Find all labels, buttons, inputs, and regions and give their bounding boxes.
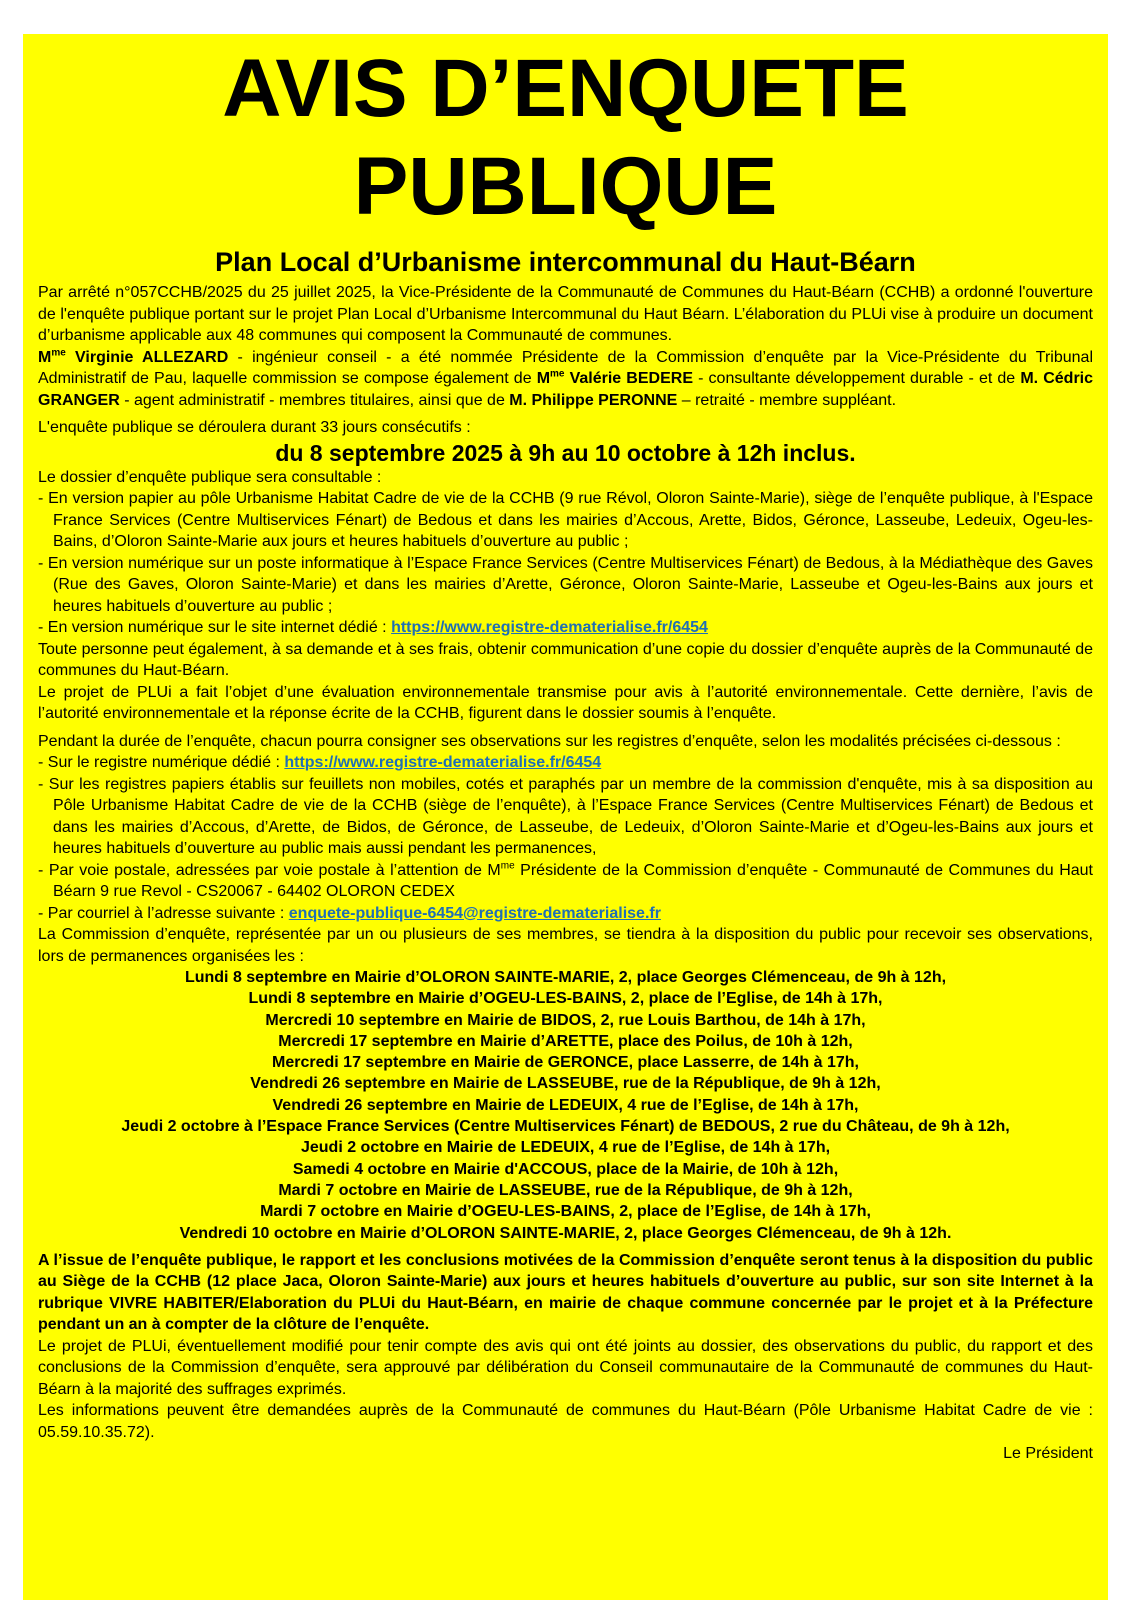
obs-item-web <box>38 752 1093 774</box>
consult-item-web <box>38 617 1093 639</box>
registry-link-2[interactable]: https://www.registre-dematerialise.fr/6454 <box>284 754 602 771</box>
commission-p4-name: M. Philippe PERONNE <box>509 391 678 409</box>
schedule-item: Vendredi 26 septembre en Mairie de LEDEUIX, 4 rue de l’Eglise, de 14h à 17h, <box>272 1096 859 1114</box>
schedule-item: Mardi 7 octobre en Mairie d’OGEU-LES-BAINS, 2, place de l’Eglise, de 14h à 17h, <box>260 1203 871 1221</box>
consult-web-label: - En version numérique sur le site internet dédié : <box>38 619 392 636</box>
commission-p2-name: Valérie BEDERE <box>564 370 693 387</box>
commission-p1-text: - ingénieur conseil - a été nommée Présidente de la Commission d’enquête par la Vice-Présidente du Tribunal Administratif de Pau, laquelle commission se compose également de <box>38 348 1093 387</box>
commission-paragraph <box>38 347 1093 412</box>
schedule-item: Mercredi 10 septembre en Mairie de BIDOS, 2, rue Louis Barthou, de 14h à 17h, <box>265 1011 866 1029</box>
schedule-item: Mercredi 17 septembre en Mairie de GERONCE, place Lasserre, de 14h à 17h, <box>272 1054 859 1072</box>
commission-p1-prefix: M <box>38 348 52 366</box>
intro-paragraph: Par arrêté n°057CCHB/2025 du 25 juillet 2025, la Vice-Présidente de la Communauté de Communes du Haut-Béarn (CCHB) a ordonné l'ouverture de l'enquête publique portant sur le projet Plan Local d’Urbanisme Intercommunal du Haut Béarn. L’élaboration du PLUi vise à produire un document d’urbanisme applicable aux 48 communes qui composent la Communauté de communes. <box>38 284 1093 344</box>
obs-item-paper: - Sur les registres papiers établis sur feuillets non mobiles, cotés et paraphés par un membre de la commission d'enquête, mis à sa disposition au Pôle Urbanisme Habitat Cadre de vie de la CCHB (siège de l’enquête), à l’Espace France Services (Centre Multiservices Fénart) de Bedous et dans les mairies d’Accous, d’Arette, de Bidos, de Géronce, de Lasseube, de Ledeuix, d’Oloron Sainte-Marie et d’Ogeu-les-Bains aux jours et heures habituels d’ouverture au public mais aussi pendant les permanences, <box>38 775 1093 857</box>
email-link[interactable]: enquete-publique-6454@registre-dematerialise.fr <box>288 904 661 922</box>
conclusion-paragraph: A l’issue de l’enquête publique, le rapport et les conclusions motivées de la Commission d’enquête seront tenus à la disposition du public au Siège de la CCHB (12 place Jaca, Oloron Sainte-Marie) aux jours et heures habituels d’ouverture au public, sur son site Internet à la rubrique VIVRE HABITER/Elaboration du PLUi du Haut-Béarn, en mairie de chaque commune concernée par le projet et à la Préfecture pendant un an à compter de la clôture de l’enquête. <box>38 1251 1093 1334</box>
obs-web-label: - Sur le registre numérique dédié : <box>38 754 285 771</box>
approval-paragraph: Le projet de PLUi, éventuellement modifié pour tenir compte des avis qui ont été joints au dossier, des observations du public, du rapport et des conclusions de la Commission d’enquête, sera approuvé par délibération du Conseil communautaire de la Communauté de communes du Haut-Béarn à la majorité des suffrages exprimés. <box>38 1337 1093 1398</box>
commission-p1-name: Virginie ALLEZARD <box>65 348 229 366</box>
schedule-item: Lundi 8 septembre en Mairie d’OGEU-LES-BAINS, 2, place de l’Eglise, de 14h à 17h, <box>248 990 883 1008</box>
commission-p3-name: M. Cédric GRANGER <box>38 370 1094 409</box>
enquiry-dates: du 8 septembre 2025 à 9h au 10 octobre à 12h inclus. <box>275 439 856 466</box>
commission-p2-prefix: M <box>536 370 551 387</box>
page-title <box>38 40 1093 236</box>
obs-post-text-b: Présidente de la Commission d’enquête - Communauté de Communes du Haut Béarn 9 rue Revol - CS20067 - 64402 OLORON CEDEX <box>53 861 1094 900</box>
obs-mail-label: - Par courriel à l’adresse suivante : <box>38 904 289 922</box>
registry-link[interactable]: https://www.registre-dematerialise.fr/6454 <box>391 619 708 636</box>
schedule-item: Samedi 4 octobre en Mairie d'ACCOUS, place de la Mairie, de 10h à 12h, <box>292 1160 839 1178</box>
schedule-item: Vendredi 10 octobre en Mairie d’OLORON SAINTE-MARIE, 2, place Georges Clémenceau, de 9h à 12h. <box>179 1224 952 1242</box>
schedule-list <box>38 967 1093 1244</box>
env-paragraph: Le projet de PLUi a fait l’objet d’une évaluation environnementale transmise pour avis à l’autorité environnementale. Cette dernière, l’avis de l’autorité environnementale et la réponse écrite de la CCHB, figurent dans le dossier soumis à l’enquête. <box>38 683 1093 722</box>
commission-p1-sup: me <box>51 347 66 359</box>
commission-p2-text: - consultante développement durable - et de <box>693 370 1021 387</box>
schedule-item: Mardi 7 octobre en Mairie de LASSEUBE, rue de la République, de 9h à 12h, <box>278 1181 853 1199</box>
obs-post-sup: me <box>500 860 515 872</box>
copy-paragraph: Toute personne peut également, à sa demande et à ses frais, obtenir communication d’une copie du dossier d’enquête auprès de la Communauté de communes du Haut-Béarn. <box>38 640 1093 679</box>
notice-sheet <box>23 34 1108 1600</box>
schedule-item: Lundi 8 septembre en Mairie d’OLORON SAINTE-MARIE, 2, place Georges Clémenceau, de 9h à 12h, <box>184 969 947 986</box>
duration-intro: L'enquête publique se déroulera durant 33 jours consécutifs : <box>38 419 471 436</box>
commission-p3-text: - agent administratif - membres titulaires, ainsi que de <box>119 391 510 409</box>
obs-item-post <box>38 860 1093 903</box>
consult-item-digital: - En version numérique sur un poste informatique à l’Espace France Services (Centre Multiservices Fénart) de Bedous, à la Médiathèque des Gaves (Rue des Gaves, Oloron Sainte-Marie) et dans les mairies d’Arette, Géronce, Oloron Sainte-Marie, Lasseube et Ogeu-les-Bains aux jours et heures habituels d’ouverture au public ; <box>38 554 1093 615</box>
commission-p2-sup: me <box>550 368 565 380</box>
page-subtitle: Plan Local d’Urbanisme intercommunal du Haut-Béarn <box>215 247 916 277</box>
schedule-item: Vendredi 26 septembre en Mairie de LASSEUBE, rue de la République, de 9h à 12h, <box>250 1075 881 1093</box>
permanences-intro: La Commission d’enquête, représentée par un ou plusieurs de ses membres, se tiendra à la disposition du public pour recevoir ses observations, lors de permanences organisées les : <box>38 926 1093 965</box>
observations-intro: Pendant la durée de l’enquête, chacun pourra consigner ses observations sur les registres d’enquête, selon les modalités précisées ci-dessous : <box>38 732 1061 750</box>
obs-item-email <box>38 903 1093 925</box>
consult-item-paper: - En version papier au pôle Urbanisme Habitat Cadre de vie de la CCHB (9 rue Révol, Oloron Sainte-Marie), siège de l’enquête publique, à l'Espace France Services (Centre Multiservices Fénart) de Bedous et dans les mairies d’Accous, Arette, Bidos, Géronce, Lasseube, Ledeuix, Ogeu-les-Bains, d’Oloron Sainte-Marie aux jours et heures habituels d’ouverture au public ; <box>38 490 1093 550</box>
obs-post-text-a: - Par voie postale, adressées par voie postale à l’attention de M <box>38 861 501 879</box>
title-line-1: AVIS D’ENQUETE <box>222 43 909 134</box>
title-line-2: PUBLIQUE <box>353 141 778 232</box>
schedule-item: Jeudi 2 octobre à l’Espace France Services (Centre Multiservices Fénart) de BEDOUS, 2 rue du Château, de 9h à 12h, <box>121 1118 1010 1136</box>
info-paragraph: Les informations peuvent être demandées auprès de la Communauté de communes du Haut-Béarn (Pôle Urbanisme Habitat Cadre de vie : 05.59.10.35.72). <box>38 1402 1093 1441</box>
consult-intro: Le dossier d’enquête publique sera consultable : <box>38 468 382 486</box>
commission-p4-text: – retraité - membre suppléant. <box>677 391 897 409</box>
signature: Le Président <box>1003 1445 1093 1463</box>
schedule-item: Mercredi 17 septembre en Mairie d’ARETTE, place des Poilus, de 10h à 12h, <box>278 1032 853 1050</box>
schedule-item: Jeudi 2 octobre en Mairie de LEDEUIX, 4 rue de l’Eglise, de 14h à 17h, <box>300 1139 831 1157</box>
